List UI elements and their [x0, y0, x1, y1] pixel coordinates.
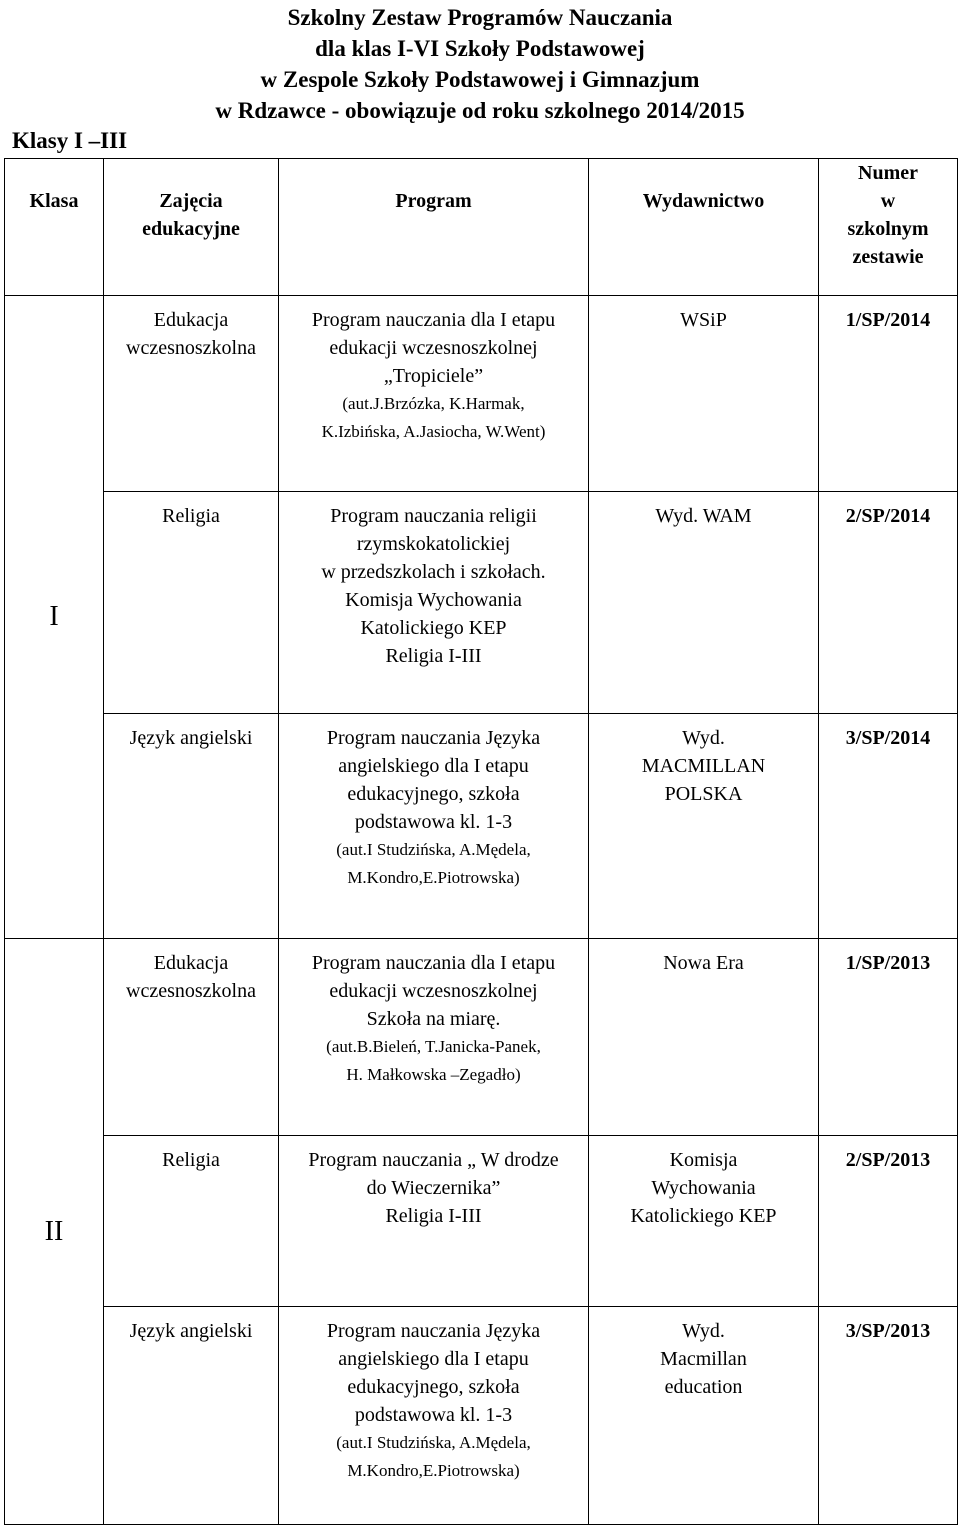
program-cell-line: edukacji wczesnoszkolnej: [329, 980, 538, 1002]
header-numer-label: [819, 159, 957, 271]
table-row: [5, 1136, 958, 1307]
header-klasa-label: Klasa: [29, 190, 79, 212]
publisher-cell-line: Nowa Era: [663, 952, 744, 974]
publisher-cell-line: Katolickiego KEP: [630, 1205, 777, 1227]
publisher-cell-line: MACMILLAN: [641, 755, 766, 777]
program-cell-author-line: (aut.J.Brzózka, K.Harmak,: [342, 394, 525, 413]
program-cell: [279, 492, 589, 714]
publisher-cell-line: Wyd.: [682, 727, 725, 749]
program-cell-author-line: (aut.I Studzińska, A.Mędela,: [336, 1433, 531, 1452]
number-cell: [819, 939, 958, 1136]
header-program: [279, 159, 589, 296]
program-cell-line: Program nauczania dla I etapu: [311, 309, 556, 331]
table-row: [5, 296, 958, 492]
program-cell-line: Program nauczania religii: [330, 505, 537, 527]
program-cell: [279, 296, 589, 492]
table-row: [5, 939, 958, 1136]
publisher-cell-line: Komisja: [669, 1149, 738, 1171]
header-numer-line: zestawie: [852, 246, 924, 268]
publisher-cell-line: Wyd. WAM: [655, 505, 752, 527]
section-subtitle: Klasy I –III: [12, 128, 128, 153]
publisher-cell-content: [589, 492, 818, 530]
number-cell-value: 1/SP/2013: [845, 952, 931, 974]
subject-cell-content: [104, 296, 278, 362]
header-zajecia: [104, 159, 279, 296]
program-cell-author-line: M.Kondro,E.Piotrowska): [347, 1461, 520, 1480]
table-body: [5, 296, 958, 1525]
publisher-cell: [589, 1136, 819, 1307]
program-cell-line: w przedszkolach i szkołach.: [321, 561, 546, 583]
program-cell-author-line: H. Małkowska –Zegadło): [346, 1065, 521, 1084]
subject-cell: [104, 714, 279, 939]
subject-cell-content: [104, 492, 278, 530]
program-cell-line: Religia I-III: [385, 645, 482, 667]
table-row: [5, 1307, 958, 1525]
program-cell-line: do Wieczernika”: [366, 1177, 501, 1199]
program-cell-line: Program nauczania Języka: [326, 1320, 541, 1342]
header-klasa: [5, 159, 104, 296]
title-line-3: w Zespole Szkoły Podstawowej i Gimnazjum: [260, 67, 700, 92]
program-cell-line: podstawowa kl. 1-3: [354, 811, 513, 833]
subject-cell: [104, 1307, 279, 1525]
subject-cell-content: [104, 1307, 278, 1345]
number-cell: [819, 1136, 958, 1307]
subject-cell-line: Religia: [162, 505, 220, 527]
program-cell-line: „Tropiciele”: [383, 365, 484, 387]
publisher-cell-line: WSiP: [680, 309, 727, 331]
subject-cell-line: Język angielski: [129, 727, 253, 749]
publisher-cell-content: [589, 1307, 818, 1401]
title-line-1: Szkolny Zestaw Programów Nauczania: [287, 5, 673, 30]
program-cell-author-line: K.Izbińska, A.Jasiocha, W.Went): [321, 422, 546, 441]
program-cell-line: Katolickiego KEP: [360, 617, 507, 639]
subject-cell-line: Edukacja: [153, 309, 229, 331]
header-wydawnictwo: [589, 159, 819, 296]
subject-cell: [104, 296, 279, 492]
program-cell-author-line: (aut.B.Bieleń, T.Janicka-Panek,: [326, 1037, 541, 1056]
publisher-cell-line: Macmillan: [660, 1348, 747, 1370]
header-numer-line: szkolnym: [847, 218, 929, 240]
program-cell-line: Religia I-III: [385, 1205, 482, 1227]
program-cell: [279, 1136, 589, 1307]
table-row: [5, 492, 958, 714]
number-cell-value: 3/SP/2013: [845, 1320, 931, 1342]
number-cell-value: 2/SP/2014: [845, 505, 931, 527]
program-cell-content: [279, 1307, 588, 1485]
class-cell: II: [5, 939, 104, 1525]
program-cell-author-line: M.Kondro,E.Piotrowska): [347, 868, 520, 887]
number-cell-value: 1/SP/2014: [845, 309, 931, 331]
title-line-4: w Rdzawce - obowiązuje od roku szkolnego 2014/2015: [215, 98, 745, 123]
program-cell-line: angielskiego dla I etapu: [338, 1348, 529, 1370]
program-cell-author-line: (aut.I Studzińska, A.Mędela,: [336, 840, 531, 859]
program-cell-content: [279, 296, 588, 446]
header-numer-line: Numer: [858, 162, 918, 184]
subject-cell-content: [104, 1136, 278, 1174]
number-cell: [819, 492, 958, 714]
program-cell-line: Szkoła na miarę.: [366, 1008, 501, 1030]
header-numer: [819, 159, 958, 296]
title-line-2: dla klas I-VI Szkoły Podstawowej: [315, 36, 645, 61]
subject-cell-content: [104, 714, 278, 752]
subject-cell: [104, 1136, 279, 1307]
header-program-label: Program: [395, 190, 472, 212]
number-cell-value: 2/SP/2013: [845, 1149, 931, 1171]
program-cell-content: [279, 714, 588, 892]
header-zajecia-line: edukacyjne: [142, 218, 240, 240]
publisher-cell-line: Wychowania: [651, 1177, 756, 1199]
header-zajecia-label: [104, 159, 278, 243]
publisher-cell-content: [589, 1136, 818, 1230]
number-cell: [819, 296, 958, 492]
program-cell-content: [279, 492, 588, 670]
program-cell-line: angielskiego dla I etapu: [338, 755, 529, 777]
subject-cell: [104, 939, 279, 1136]
number-cell: [819, 714, 958, 939]
number-cell-value: 3/SP/2014: [845, 727, 931, 749]
subject-cell-content: [104, 939, 278, 1005]
publisher-cell: [589, 492, 819, 714]
subject-cell-line: wczesnoszkolna: [126, 337, 256, 359]
subject-cell: [104, 492, 279, 714]
program-cell-line: edukacji wczesnoszkolnej: [329, 337, 538, 359]
number-cell: [819, 1307, 958, 1525]
subject-cell-line: Język angielski: [129, 1320, 253, 1342]
program-cell-line: rzymskokatolickiej: [356, 533, 511, 555]
program-cell-content: [279, 939, 588, 1089]
publisher-cell-content: [589, 714, 818, 808]
curriculum-table: [4, 158, 958, 1525]
program-cell-line: Program nauczania „ W drodze: [308, 1149, 559, 1171]
class-cell: I: [5, 296, 104, 939]
program-cell-content: [279, 1136, 588, 1230]
publisher-cell: [589, 1307, 819, 1525]
publisher-cell-line: Wyd.: [682, 1320, 725, 1342]
program-cell-line: edukacyjnego, szkoła: [347, 1376, 520, 1398]
header-zajecia-line: Zajęcia: [159, 190, 223, 212]
program-cell-line: Program nauczania dla I etapu: [311, 952, 556, 974]
header-wydawnictwo-label: Wydawnictwo: [642, 190, 765, 212]
publisher-cell: [589, 714, 819, 939]
publisher-cell: [589, 939, 819, 1136]
subject-cell-line: Edukacja: [153, 952, 229, 974]
publisher-cell-line: POLSKA: [664, 783, 743, 805]
program-cell-line: podstawowa kl. 1-3: [354, 1404, 513, 1426]
publisher-cell-line: education: [664, 1376, 743, 1398]
program-cell-line: edukacyjnego, szkoła: [347, 783, 520, 805]
subject-cell-line: Religia: [162, 1149, 220, 1171]
table-header-row: [5, 159, 958, 296]
program-cell-line: Komisja Wychowania: [345, 589, 522, 611]
subject-cell-line: wczesnoszkolna: [126, 980, 256, 1002]
publisher-cell-content: [589, 939, 818, 977]
program-cell-line: Program nauczania Języka: [326, 727, 541, 749]
publisher-cell: [589, 296, 819, 492]
document-title: [0, 2, 960, 126]
program-cell: [279, 1307, 589, 1525]
program-cell: [279, 714, 589, 939]
table-row: [5, 714, 958, 939]
header-numer-line: w: [880, 190, 896, 212]
program-cell: [279, 939, 589, 1136]
publisher-cell-content: [589, 296, 818, 334]
